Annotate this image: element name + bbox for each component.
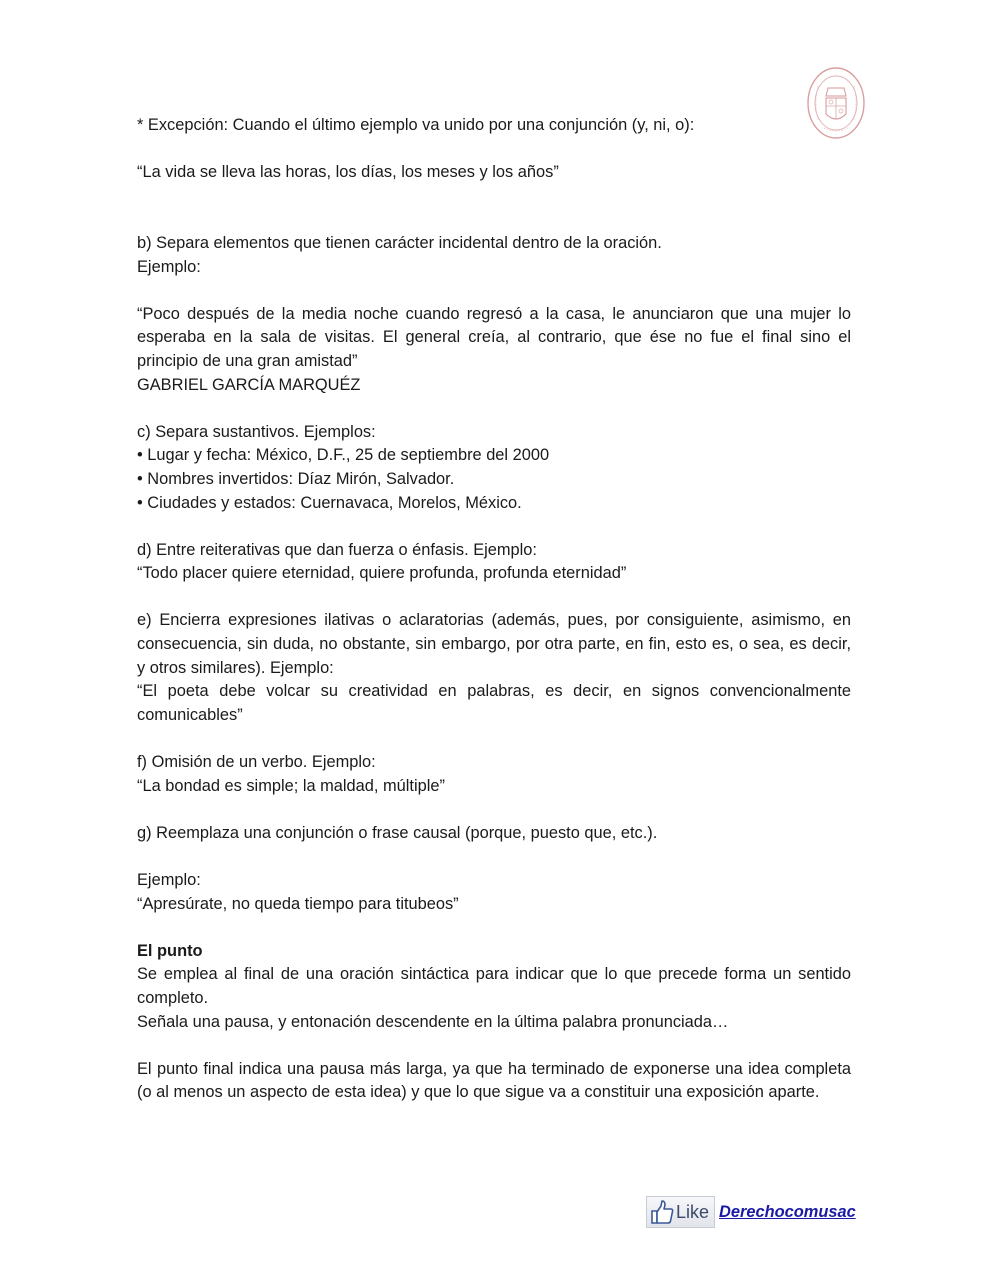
section-d-quote: “Todo placer quiere eternidad, quiere profunda, profunda eternidad” xyxy=(137,564,627,583)
thumbs-up-icon xyxy=(649,1199,675,1225)
section-e-heading: e) Encierra expresiones ilativas o aclaratorias (además, pues, por consiguiente, asimismo, en consecuencia, sin duda, no obstante, sin embargo, por otra parte, en fin, esto es, o sea, es decir, y otros similares). Ejemplo: xyxy=(137,611,851,677)
punto-paragraph-1: Se emplea al final de una oración sintáctica para indicar que lo que precede forma un sentido completo. xyxy=(137,965,851,1007)
section-g-quote: “Apresúrate, no queda tiempo para titubeos” xyxy=(137,894,459,913)
footer xyxy=(646,1196,856,1228)
punto-paragraph-3: El punto final indica una pausa más larga, ya que ha terminado de exponerse una idea completa (o al menos un aspecto de esta idea) y que lo que sigue va a constituir una exposición aparte. xyxy=(137,1059,851,1102)
section-c-heading: c) Separa sustantivos. Ejemplos: xyxy=(137,422,376,441)
derechocomusac-link[interactable]: Derechocomusac xyxy=(719,1202,856,1221)
list-item: • Lugar y fecha: México, D.F., 25 de septiembre del 2000 xyxy=(137,446,550,465)
like-button[interactable] xyxy=(646,1196,715,1228)
punto-paragraph-2: Señala una pausa, y entonación descendente en la última palabra pronunciada… xyxy=(137,1012,729,1031)
document-body xyxy=(137,114,851,1105)
list-item: • Ciudades y estados: Cuernavaca, Morelos, México. xyxy=(137,493,522,512)
section-g-heading: g) Reemplaza una conjunción o frase causal (porque, puesto que, etc.). xyxy=(137,823,658,842)
like-label: Like xyxy=(676,1201,710,1222)
list-item: • Nombres invertidos: Díaz Mirón, Salvador. xyxy=(137,469,455,488)
section-g-example-label: Ejemplo: xyxy=(137,871,201,889)
punto-title: El punto xyxy=(137,941,203,960)
section-b-author: GABRIEL GARCÍA MARQUÉZ xyxy=(137,375,361,394)
exception-line: * Excepción: Cuando el último ejemplo va unido por una conjunción (y, ni, o): xyxy=(137,116,695,134)
section-d-heading: d) Entre reiterativas que dan fuerza o énfasis. Ejemplo: xyxy=(137,540,537,559)
section-f-quote: “La bondad es simple; la maldad, múltiple” xyxy=(137,776,445,795)
exception-quote: “La vida se lleva las horas, los días, los meses y los años” xyxy=(137,163,559,182)
section-b-example-label: Ejemplo: xyxy=(137,257,201,276)
section-b-quote: “Poco después de la media noche cuando regresó a la casa, le anunciaron que una mujer lo esperaba en la sala de visitas. El general creía, al contrario, que ése no fue el final sino el principio de una gran amistad” xyxy=(137,304,851,370)
section-f-heading: f) Omisión de un verbo. Ejemplo: xyxy=(137,753,376,772)
section-e-quote: “El poeta debe volcar su creatividad en palabras, es decir, en signos convencionalmente comunicables” xyxy=(137,682,851,724)
section-b-heading: b) Separa elementos que tienen carácter incidental dentro de la oración. xyxy=(137,233,662,252)
